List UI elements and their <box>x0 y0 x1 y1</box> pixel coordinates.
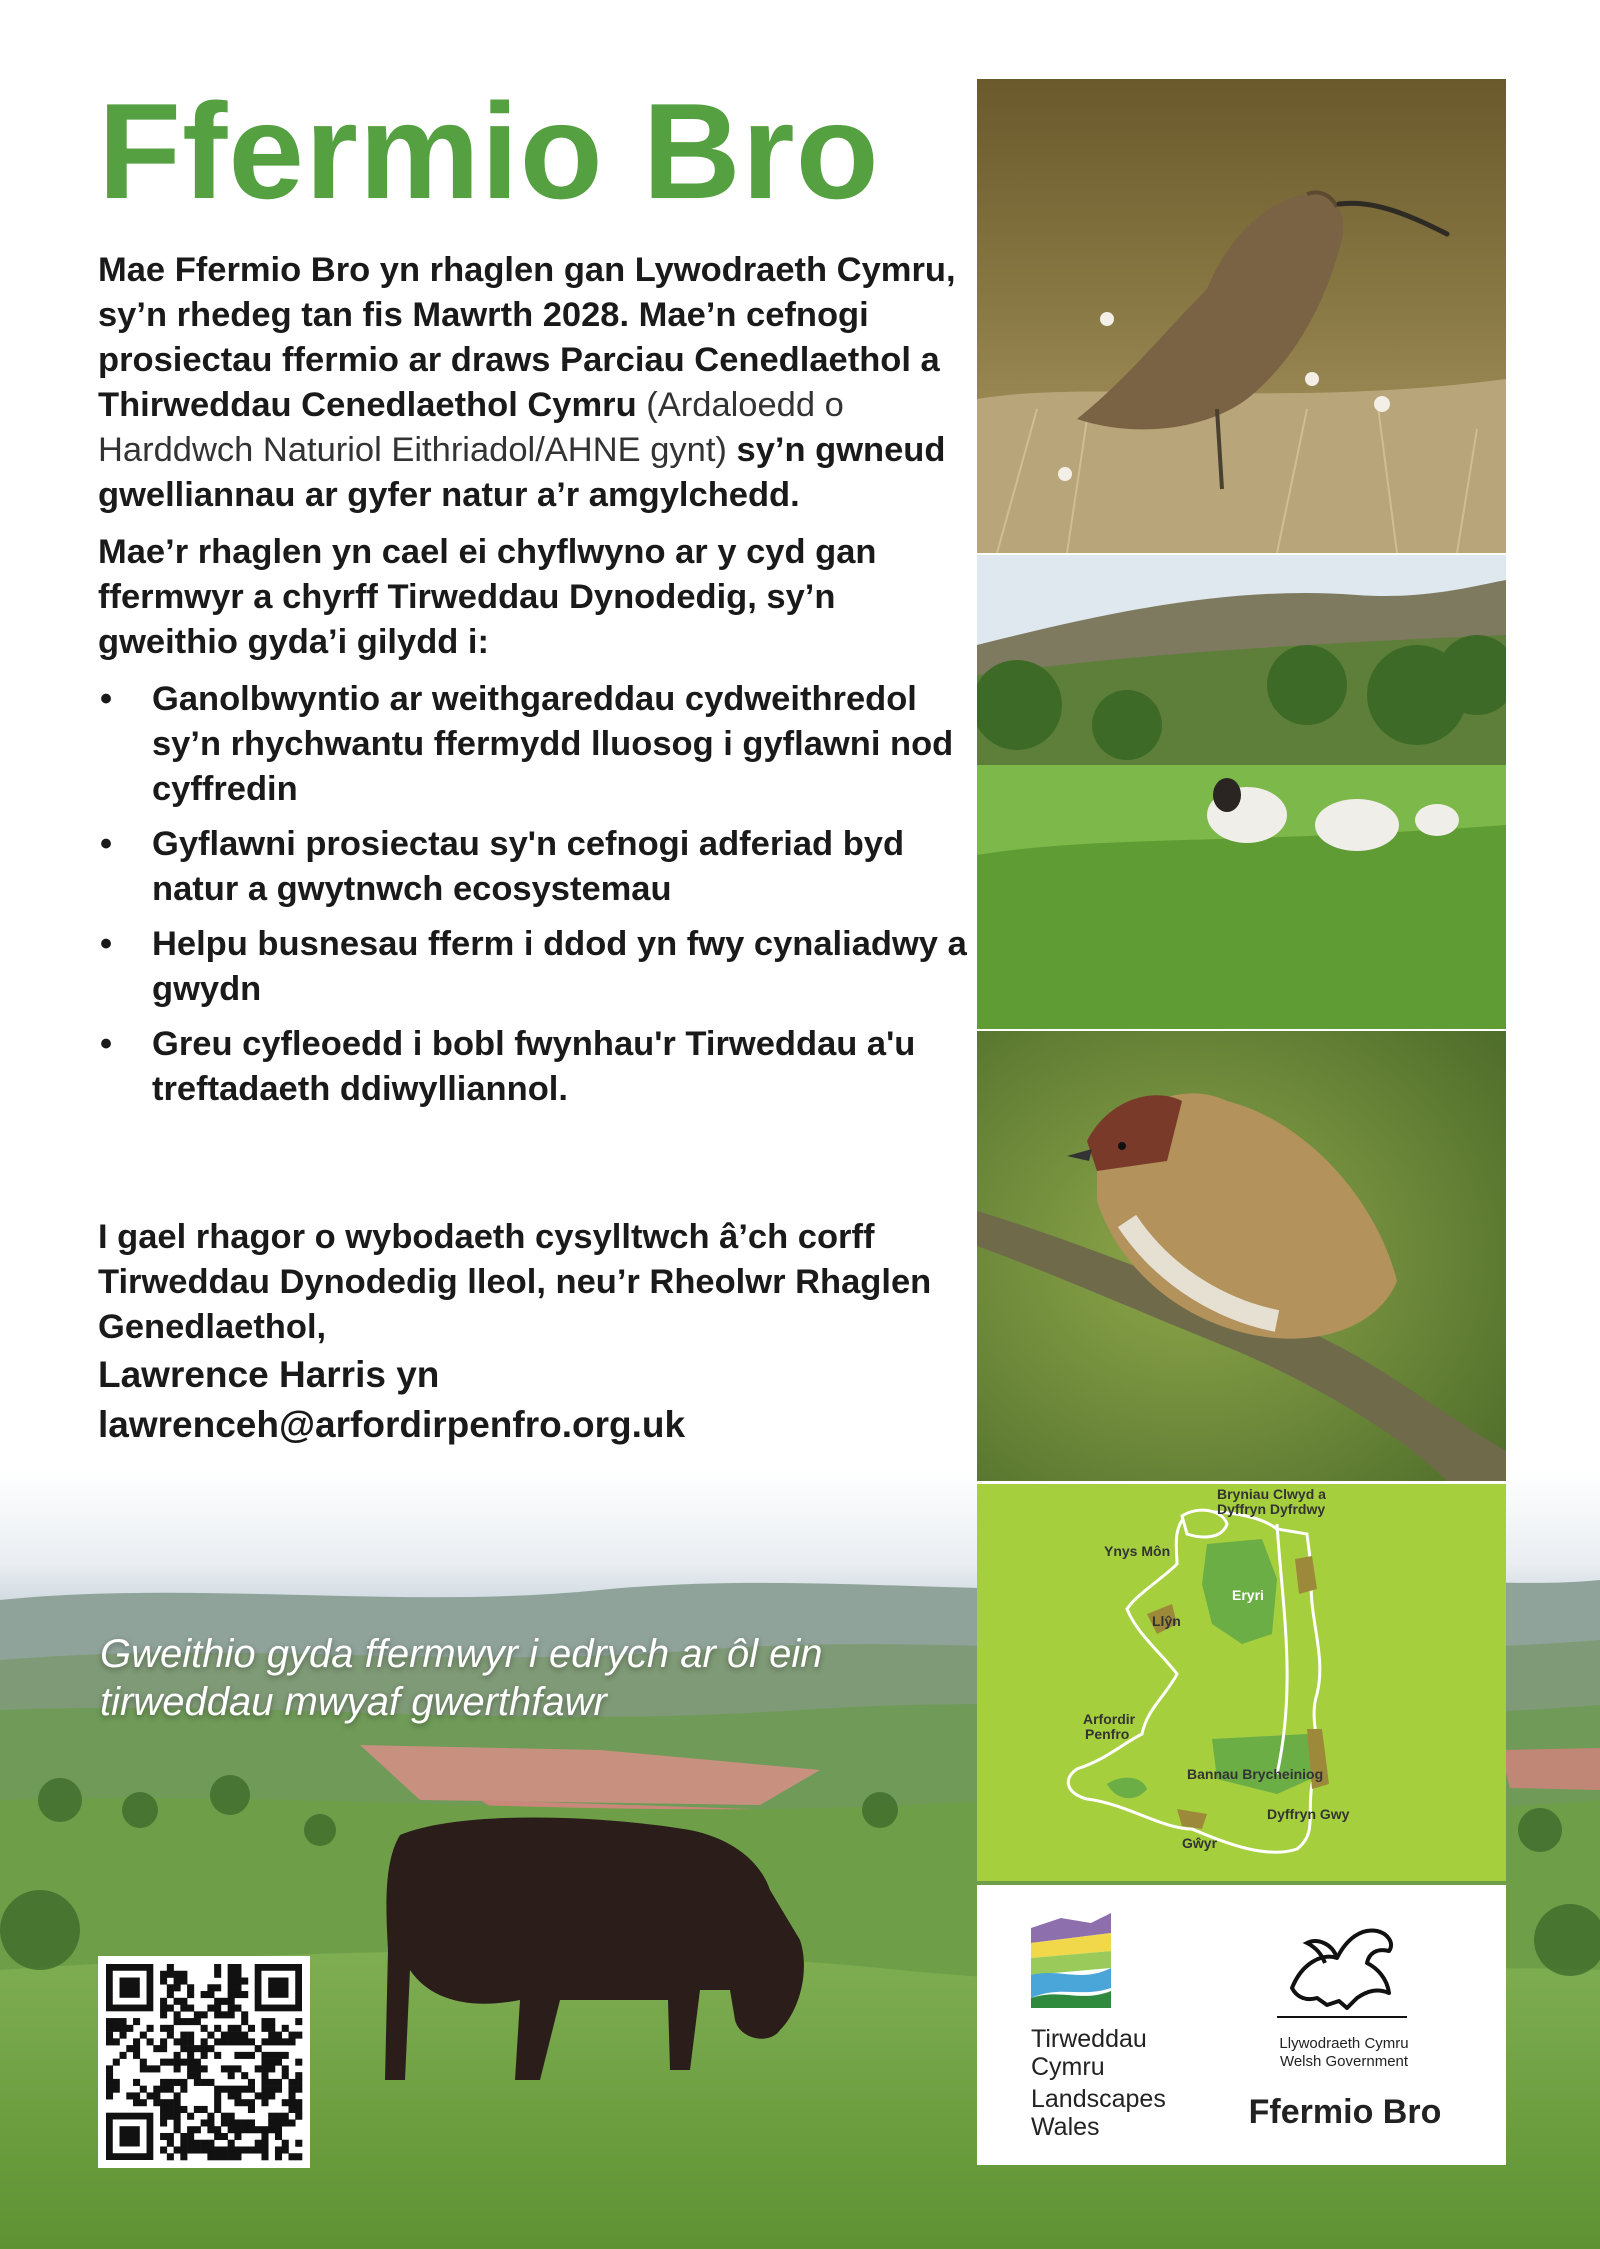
contact-name: Lawrence Harris yn <box>98 1354 440 1395</box>
curlew-photo <box>977 79 1506 553</box>
intro-part-2: (Ardaloedd o Harddwch Naturiol Eithriadol/AHNE gynt) <box>98 386 844 469</box>
map-label-penfro-1: Arfordir <box>1083 1711 1136 1727</box>
intro-section <box>98 248 978 1122</box>
welsh-dragon-icon <box>1277 1913 1407 2023</box>
intro-part-1: Mae Ffermio Bro yn rhaglen gan Lywodraeth Cymru, sy’n rhedeg tan fis Mawrth 2028. Mae’n cefnogi prosiectau ffermio ar draws Parciau Cenedlaethol a Thirweddau Cenedlaethol Cymru <box>98 251 956 424</box>
qr-code[interactable] <box>98 1956 310 2168</box>
contact-section <box>98 1215 978 1450</box>
tc-line-4: Wales <box>1031 2113 1100 2141</box>
bullet-list <box>98 677 978 1112</box>
tirweddau-cymru-logo-icon <box>1031 1903 1121 2013</box>
map-label-mon: Ynys Môn <box>1104 1543 1171 1559</box>
tc-line-3: Landscapes <box>1031 2085 1166 2113</box>
map-label-eryri: Eryri <box>1232 1587 1264 1603</box>
map-label-bannau: Bannau Brycheiniog <box>1187 1766 1324 1782</box>
map-label-penfro-2: Penfro <box>1085 1726 1130 1742</box>
sparrow-photo <box>977 1031 1506 1481</box>
map-label-gwy: Dyffryn Gwy <box>1267 1806 1350 1822</box>
sheep-field-photo <box>977 555 1506 1029</box>
map-label-llyn: Llŷn <box>1152 1613 1181 1629</box>
ffermio-bro-wordmark: Ffermio Bro <box>1248 2093 1442 2131</box>
welsh-government-wordmark <box>1239 2035 1449 2071</box>
logos-panel <box>977 1885 1506 2165</box>
bullet-item: • Gyflawni prosiectau sy'n cefnogi adferiad byd natur a gwytnwch ecosystemau <box>98 822 978 912</box>
wales-map-shape <box>977 1484 1506 1881</box>
qr-code-icon[interactable] <box>98 1956 310 2168</box>
wg-line-1: Llywodraeth Cymru <box>1279 2035 1409 2052</box>
bullet-item: • Greu cyfleoedd i bobl fwynhau'r Tirweddau a'u treftadaeth ddiwylliannol. <box>98 1022 978 1112</box>
tagline: Gweithio gyda ffermwyr i edrych ar ôl ein tirweddau mwyaf gwerthfawr <box>100 1632 823 1724</box>
wales-map <box>977 1484 1506 1881</box>
map-label-clwyd-2: Dyffryn Dyfrdwy <box>1217 1501 1326 1517</box>
contact-email[interactable]: lawrenceh@arfordirpenfro.org.uk <box>98 1404 686 1445</box>
map-label-clwyd-1: Bryniau Clwyd a <box>1217 1486 1326 1502</box>
tirweddau-cymru-wordmark <box>1031 2025 1166 2141</box>
wg-line-2: Welsh Government <box>1279 2053 1409 2070</box>
intro-paragraph-2: Mae’r rhaglen yn cael ei chyflwyno ar y cyd gan ffermwyr a chyrff Tirweddau Dynodedig, sy’n gweithio gyda’i gilydd i: <box>98 533 877 661</box>
contact-text: I gael rhagor o wybodaeth cysylltwch â’ch corff Tirweddau Dynodedig lleol, neu’r Rheolwr Rhaglen Genedlaethol, <box>98 1218 932 1346</box>
intro-part-3: sy’n gwneud gwelliannau ar gyfer natur a’r amgylchedd. <box>98 431 946 514</box>
bullet-item: • Helpu busnesau fferm i ddod yn fwy cynaliadwy a gwydn <box>98 922 978 1012</box>
tc-line-1: Tirweddau <box>1031 2025 1147 2053</box>
tc-line-2: Cymru <box>1031 2053 1105 2081</box>
map-label-gwyr: Gŵyr <box>1182 1835 1218 1851</box>
bullet-item: • Ganolbwyntio ar weithgareddau cydweithredol sy’n rhychwantu ffermydd lluosog i gyflawni nod cyffredin <box>98 677 978 812</box>
page-title: Ffermio Bro <box>98 75 880 227</box>
intro-paragraph-1 <box>98 248 978 518</box>
